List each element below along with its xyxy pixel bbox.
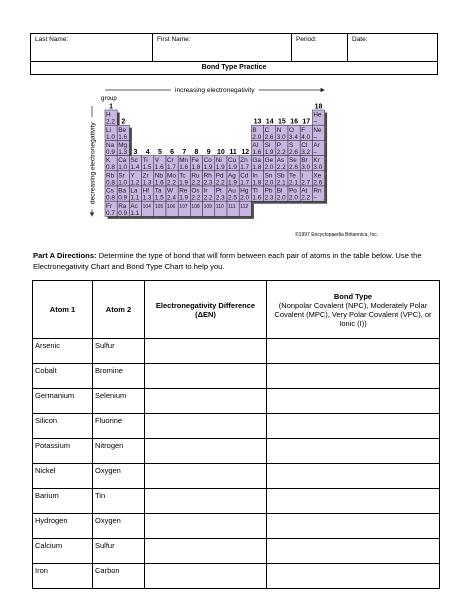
electronegativity-value: 3.2 <box>301 149 311 156</box>
element-symbol: Pb <box>264 187 273 195</box>
electronegativity-value: 0.8 <box>106 194 115 202</box>
element-symbol: Bi <box>276 187 283 195</box>
electronegativity-value: 1.9 <box>228 164 237 172</box>
first-name-field[interactable]: First Name: <box>153 34 292 62</box>
page-title: Bond Type Practice <box>31 61 438 74</box>
bond-header-sub: (Nonpolar Covalent (NPC), Moderately Polar Covalent (MPC), Very Polar Covalent (VPC), or Ionic (I)) <box>274 300 432 328</box>
element-symbol: Y <box>130 172 135 180</box>
directions-text: Determine the type of bond that will form between each pair of atoms in the table below. Use the Electronegativity Chart and Bond Type Chart to help you. <box>33 251 422 271</box>
element-symbol: Cl <box>301 142 308 149</box>
element-symbol: H <box>106 111 111 119</box>
en-difference-cell[interactable] <box>145 514 267 539</box>
electronegativity-value: 2.2 <box>276 164 286 172</box>
bond-type-cell[interactable] <box>267 464 440 489</box>
electronegativity-value: 0.9 <box>106 149 115 156</box>
element-symbol: Nb <box>154 172 163 180</box>
electronegativity-value: 1.6 <box>179 164 189 172</box>
bond-header-label: Bond Type <box>333 291 373 301</box>
atom-2-cell: Carbon <box>93 564 145 589</box>
electronegativity-value: 2.2 <box>203 194 213 202</box>
electronegativity-value: 3.0 <box>276 133 286 141</box>
atom-1-cell: Potassium <box>33 439 93 464</box>
part-a-directions <box>33 250 443 272</box>
atom-2-cell: Sulfur <box>93 539 145 564</box>
en-difference-cell[interactable] <box>145 564 267 589</box>
bond-type-table <box>32 280 440 589</box>
electronegativity-value: 1.5 <box>142 164 152 172</box>
element-symbol: Si <box>264 142 271 149</box>
electronegativity-value: – <box>313 133 317 141</box>
last-name-field[interactable]: Last Name: <box>31 34 153 62</box>
element-symbol: Te <box>289 172 296 180</box>
element-symbol: La <box>130 187 138 195</box>
electronegativity-value: 1.0 <box>118 164 128 172</box>
element-symbol: Ta <box>154 187 162 195</box>
element-symbol: Os <box>191 187 200 195</box>
atom-2-cell: Oxygen <box>93 514 145 539</box>
atom-2-cell: Sulfur <box>93 339 145 364</box>
electronegativity-value: 2.2 <box>301 194 311 202</box>
group-number: 9 <box>206 149 211 157</box>
element-symbol: 111 <box>228 203 236 210</box>
table-row <box>33 414 440 439</box>
electronegativity-value: 2.3 <box>203 179 213 187</box>
electronegativity-value: 1.1 <box>130 209 140 217</box>
bond-type-cell[interactable] <box>267 364 440 389</box>
electronegativity-value: 2.3 <box>215 194 225 202</box>
electronegativity-value: 2.2 <box>276 149 286 156</box>
en-difference-cell[interactable] <box>145 414 267 439</box>
bond-type-cell[interactable] <box>267 564 440 589</box>
group-number: 17 <box>302 118 311 126</box>
group-number: 4 <box>145 149 150 157</box>
electronegativity-value: 1.3 <box>142 194 152 202</box>
electronegativity-value: 0.8 <box>106 164 115 172</box>
atom-2-cell: Oxygen <box>93 464 145 489</box>
element-symbol: Au <box>228 187 236 195</box>
element-symbol: Po <box>289 187 297 195</box>
electronegativity-value: 2.0 <box>276 194 286 202</box>
element-symbol: As <box>276 157 285 165</box>
electronegativity-value: 1.6 <box>118 133 128 141</box>
electronegativity-value: 1.9 <box>203 164 213 172</box>
element-symbol: Sr <box>118 172 125 180</box>
electronegativity-value: 1.0 <box>106 133 115 141</box>
atom-1-cell: Hydrogen <box>33 514 93 539</box>
element-symbol: Al <box>252 142 259 149</box>
copyright-note: ©1997 Encyclopaedia Britannica, Inc. <box>295 232 379 238</box>
element-symbol: V <box>154 157 160 165</box>
element-symbol: Pt <box>215 187 222 195</box>
en-difference-cell[interactable] <box>145 339 267 364</box>
table-row <box>33 339 440 364</box>
element-symbol: Rh <box>203 172 212 180</box>
col-header-atom-2: Atom 2 <box>93 281 145 339</box>
element-symbol: Be <box>118 126 127 134</box>
element-symbol: Ne <box>313 126 322 134</box>
element-symbol: Pd <box>215 172 224 180</box>
electronegativity-value: 1.9 <box>264 149 274 156</box>
element-symbol: Mo <box>167 172 176 180</box>
group-number: 14 <box>265 118 274 126</box>
electronegativity-value: – <box>313 194 317 202</box>
electronegativity-value: 2.1 <box>276 179 286 187</box>
element-symbol: 107 <box>179 203 188 210</box>
electronegativity-value: 1.1 <box>130 194 140 202</box>
electronegativity-value: 1.9 <box>179 194 189 202</box>
electronegativity-value: 2.3 <box>264 194 274 202</box>
electronegativity-value: 2.0 <box>289 194 298 202</box>
electronegativity-value: 2.7 <box>301 179 311 187</box>
element-symbol: Ru <box>191 172 200 180</box>
electronegativity-value: 0.9 <box>118 209 128 217</box>
element-symbol: Ar <box>313 142 320 149</box>
col-header-bond-type <box>267 281 440 339</box>
element-symbol: K <box>106 157 111 165</box>
electronegativity-value: 1.8 <box>252 164 262 172</box>
element-symbol: O <box>289 126 294 134</box>
electronegativity-value: 1.8 <box>191 164 201 172</box>
element-symbol: At <box>301 187 308 195</box>
electronegativity-value: 2.6 <box>313 179 323 187</box>
electronegativity-value: 1.7 <box>240 179 250 187</box>
table-row <box>33 564 440 589</box>
element-symbol: In <box>252 172 258 180</box>
electronegativity-value: 3.0 <box>313 164 323 172</box>
electronegativity-value: 2.2 <box>191 179 201 187</box>
col-header-en-difference <box>145 281 267 339</box>
atom-1-cell: Germanium <box>33 389 93 414</box>
period-field[interactable]: Period: <box>292 34 348 62</box>
electronegativity-value: 4.0 <box>301 133 311 141</box>
element-symbol: Fe <box>191 157 199 165</box>
element-symbol: Li <box>106 126 111 134</box>
en-difference-cell[interactable] <box>145 489 267 514</box>
element-symbol: Xe <box>313 172 322 180</box>
element-symbol: Re <box>179 187 188 195</box>
element-symbol: Sc <box>130 157 138 165</box>
element-symbol: Br <box>301 157 308 165</box>
table-row <box>33 439 440 464</box>
en-header-label: Electronegativity Difference <box>155 300 256 310</box>
element-symbol: Tl <box>252 187 258 195</box>
element-symbol: 104 <box>142 203 151 210</box>
table-row <box>33 464 440 489</box>
electronegativity-value: 2.0 <box>264 179 274 187</box>
group-number: 13 <box>253 118 262 126</box>
electronegativity-value: 1.5 <box>154 194 164 202</box>
electronegativity-value: 2.2 <box>215 179 225 187</box>
element-symbol: Ir <box>203 187 208 195</box>
element-symbol: 112 <box>240 203 249 210</box>
element-symbol: Tc <box>179 172 186 180</box>
decreasing-label: decreasing electronegativity <box>89 122 97 205</box>
electronegativity-value: 1.6 <box>154 179 164 187</box>
electronegativity-value: 2.0 <box>240 194 250 202</box>
element-symbol: Ra <box>118 202 127 210</box>
group-number: 11 <box>229 149 237 157</box>
atom-1-cell: Cobalt <box>33 364 93 389</box>
electronegativity-value: 3.0 <box>301 164 311 172</box>
element-symbol: S <box>289 142 294 149</box>
en-difference-cell[interactable] <box>145 389 267 414</box>
element-symbol: Mn <box>179 157 189 165</box>
element-symbol: N <box>276 126 282 134</box>
group-number: 1 <box>109 103 114 111</box>
bond-type-cell[interactable] <box>267 439 440 464</box>
element-symbol: Kr <box>313 157 320 165</box>
element-symbol: Ge <box>264 157 274 165</box>
bond-type-cell[interactable] <box>267 389 440 414</box>
element-symbol: Cd <box>240 172 249 180</box>
electronegativity-value: – <box>313 118 317 126</box>
bond-table-body <box>33 339 440 589</box>
group-number: 6 <box>170 149 175 157</box>
element-symbol: Mg <box>118 142 128 149</box>
electronegativity-value: 1.6 <box>154 164 164 172</box>
atom-1-cell: Arsenic <box>33 339 93 364</box>
electronegativity-value: 1.9 <box>215 164 225 172</box>
electronegativity-periodic-table <box>80 80 365 230</box>
element-symbol: Cs <box>106 187 114 195</box>
element-symbol: 108 <box>191 203 200 210</box>
electronegativity-value: 2.6 <box>264 133 274 141</box>
en-difference-cell[interactable] <box>145 539 267 564</box>
electronegativity-value: 1.9 <box>179 179 189 187</box>
element-symbol: Rb <box>106 172 115 180</box>
group-number: 7 <box>182 149 187 157</box>
group-number: 5 <box>157 149 162 157</box>
element-symbol: Ag <box>228 172 236 180</box>
electronegativity-value: 0.7 <box>106 209 115 217</box>
element-symbol: F <box>301 126 306 134</box>
col-header-atom-1: Atom 1 <box>33 281 93 339</box>
en-difference-cell[interactable] <box>145 439 267 464</box>
en-header-sub: (ΔEN) <box>195 309 216 319</box>
en-difference-cell[interactable] <box>145 364 267 389</box>
element-symbol: Ti <box>142 157 148 165</box>
electronegativity-value: 1.3 <box>118 149 128 156</box>
electronegativity-value: 1.2 <box>130 179 140 187</box>
atom-2-cell: Bromine <box>93 364 145 389</box>
atom-1-cell: Iron <box>33 564 93 589</box>
electronegativity-value: – <box>313 149 317 156</box>
group-number: 8 <box>194 149 199 157</box>
element-symbol: Cu <box>228 157 237 165</box>
element-symbol: Na <box>106 142 115 149</box>
bond-type-cell[interactable] <box>267 514 440 539</box>
element-symbol: Sn <box>264 172 273 180</box>
table-row <box>33 489 440 514</box>
element-symbol: W <box>167 187 174 195</box>
element-symbol: Se <box>289 157 297 165</box>
atom-2-cell: Fluorine <box>93 414 145 439</box>
group-number: 3 <box>133 149 138 157</box>
table-row <box>33 389 440 414</box>
atom-1-cell: Nickel <box>33 464 93 489</box>
element-symbol: B <box>252 126 257 134</box>
electronegativity-value: 1.6 <box>252 149 262 156</box>
bond-type-cell[interactable] <box>267 414 440 439</box>
element-cells <box>105 110 325 217</box>
element-symbol: C <box>264 126 270 134</box>
group-number: 12 <box>241 149 250 157</box>
table-row <box>33 514 440 539</box>
bond-type-cell[interactable] <box>267 489 440 514</box>
electronegativity-value: 0.8 <box>106 179 115 187</box>
element-symbol: P <box>276 142 282 149</box>
atom-2-cell: Selenium <box>93 389 145 414</box>
electronegativity-value: 1.4 <box>130 164 140 172</box>
electronegativity-value: 2.6 <box>289 149 298 156</box>
date-field[interactable]: Date: <box>348 34 438 62</box>
group-label: group <box>101 95 117 102</box>
group-number: 2 <box>121 118 126 126</box>
element-symbol: Ga <box>252 157 261 165</box>
group-number: 16 <box>290 118 298 126</box>
electronegativity-value: 2.0 <box>264 164 274 172</box>
element-symbol: Ca <box>118 157 127 165</box>
electronegativity-value: 1.0 <box>118 179 128 187</box>
group-number: 15 <box>278 118 286 126</box>
electronegativity-value: 1.3 <box>142 179 152 187</box>
arrow-down-icon <box>90 212 94 216</box>
arrow-right-icon <box>321 88 325 92</box>
element-symbol: Zr <box>142 172 149 180</box>
electronegativity-value: 2.0 <box>252 133 262 141</box>
electronegativity-value: 2.2 <box>191 194 201 202</box>
directions-label: Part A Directions: <box>33 251 97 260</box>
element-symbol: I <box>301 172 303 180</box>
atom-1-cell: Silicon <box>33 414 93 439</box>
atom-1-cell: Calcium <box>33 539 93 564</box>
element-symbol: Sb <box>276 172 285 180</box>
table-row <box>33 364 440 389</box>
electronegativity-value: 1.6 <box>252 194 262 202</box>
electronegativity-value: 2.1 <box>289 179 298 187</box>
electronegativity-value: 2.4 <box>167 194 176 202</box>
electronegativity-value: 2.6 <box>289 164 298 172</box>
electronegativity-value: 0.9 <box>118 194 128 202</box>
en-difference-cell[interactable] <box>145 464 267 489</box>
bond-type-cell[interactable] <box>267 339 440 364</box>
bond-type-cell[interactable] <box>267 539 440 564</box>
element-symbol: Cr <box>167 157 174 165</box>
atom-1-cell: Barium <box>33 489 93 514</box>
electronegativity-value: 3.4 <box>289 133 298 141</box>
element-symbol: Fr <box>106 202 113 210</box>
electronegativity-value: 1.7 <box>167 164 176 172</box>
element-symbol: He <box>313 111 322 119</box>
group-number: 10 <box>217 149 225 157</box>
element-symbol: Hf <box>142 187 150 195</box>
table-row <box>33 539 440 564</box>
element-symbol: Ni <box>215 157 222 165</box>
increasing-label: increasing electronegativity <box>175 87 255 95</box>
element-symbol: 110 <box>215 203 224 210</box>
electronegativity-value: 1.9 <box>228 179 237 187</box>
element-symbol: Rn <box>313 187 322 195</box>
electronegativity-value: 1.7 <box>240 164 250 172</box>
element-symbol: 105 <box>154 203 164 210</box>
electronegativity-value: 1.8 <box>252 179 262 187</box>
element-symbol: Co <box>203 157 212 165</box>
name-header <box>30 33 438 75</box>
element-symbol: Ba <box>118 187 127 195</box>
element-symbol: 109 <box>203 203 212 210</box>
group-number: 18 <box>314 103 323 111</box>
electronegativity-value: 2.5 <box>228 194 237 202</box>
electronegativity-value: 2.2 <box>167 179 176 187</box>
element-symbol: Ac <box>130 202 138 210</box>
element-symbol: 106 <box>167 203 176 210</box>
element-symbol: Zn <box>240 157 248 165</box>
element-symbol: Hg <box>240 187 249 195</box>
atom-2-cell: Tin <box>93 489 145 514</box>
atom-2-cell: Nitrogen <box>93 439 145 464</box>
electronegativity-value: 2.2 <box>106 118 115 126</box>
